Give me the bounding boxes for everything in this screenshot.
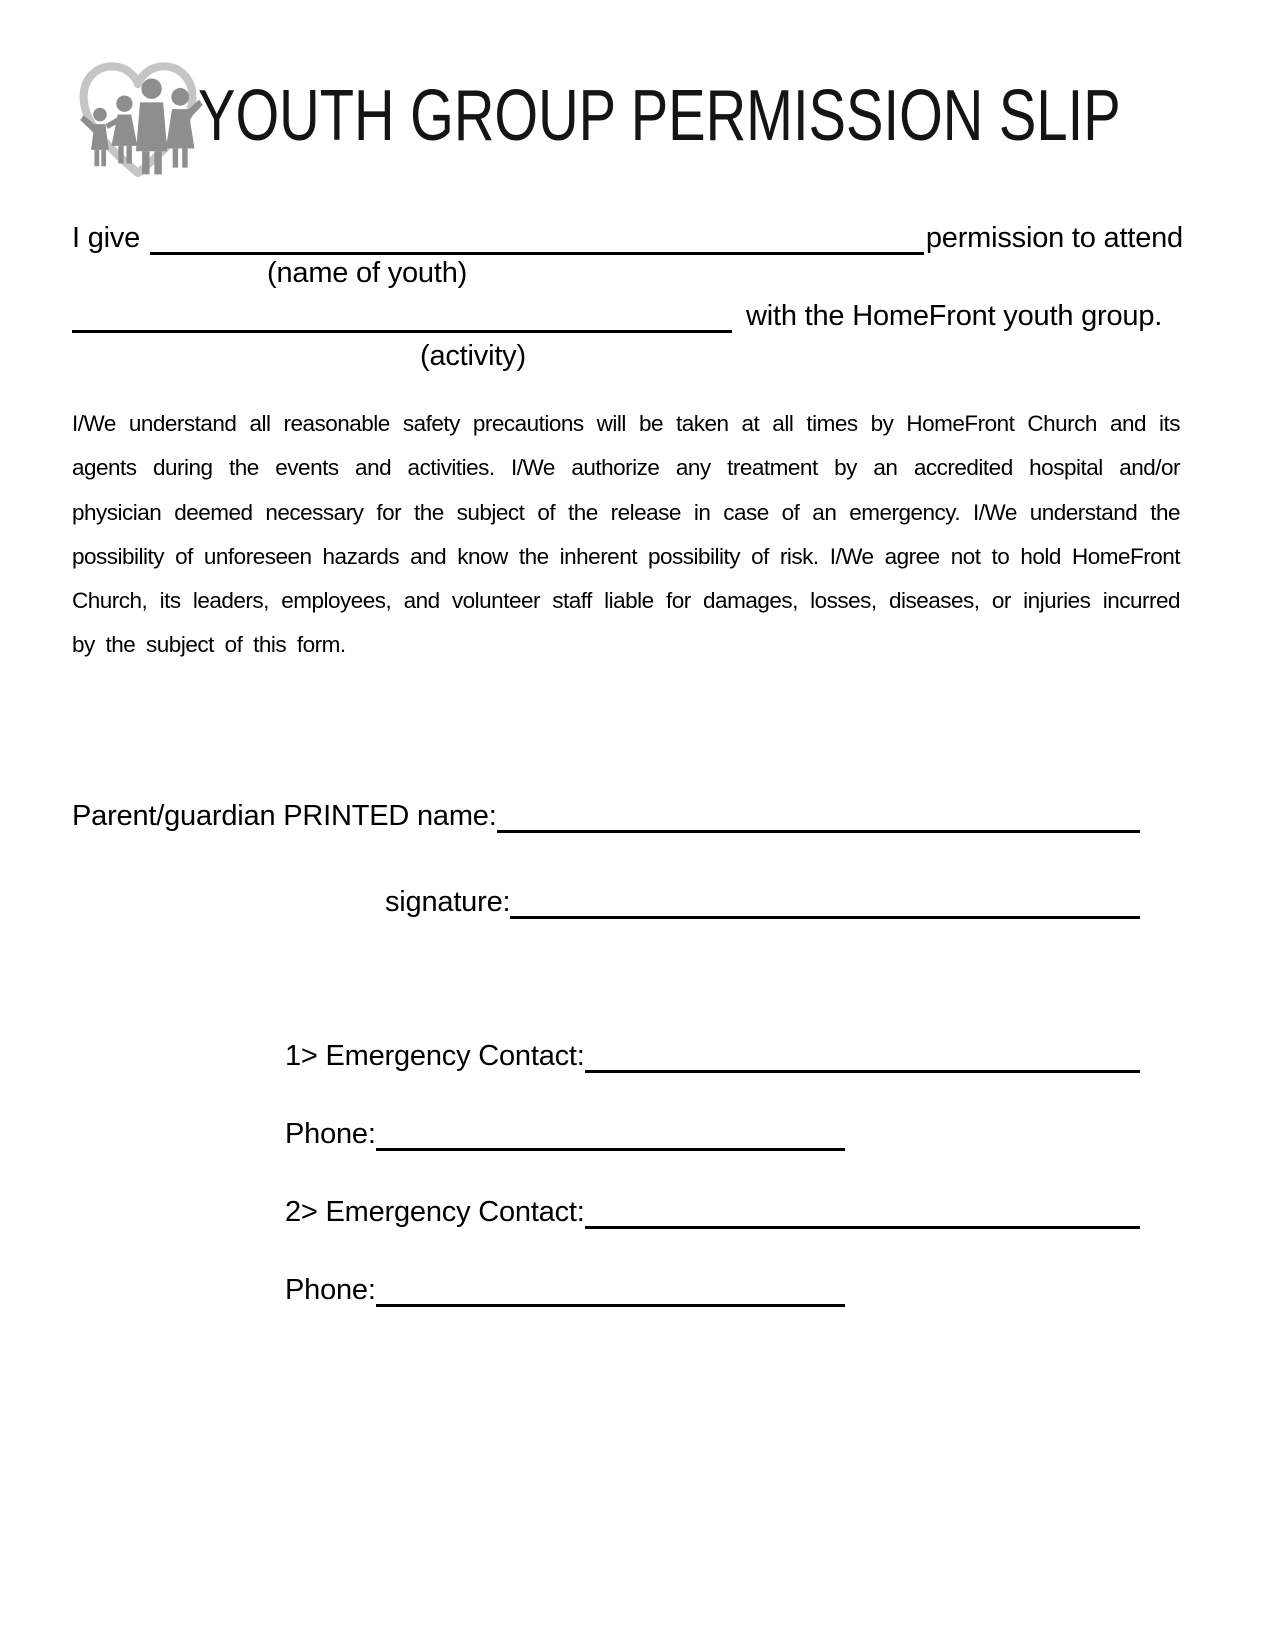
signature-blank[interactable] <box>510 886 1140 919</box>
phone-1-label: Phone: <box>285 1118 376 1151</box>
phone-2-blank[interactable] <box>376 1274 845 1307</box>
activity-caption: (activity) <box>420 340 526 372</box>
printed-name-label: Parent/guardian PRINTED name: <box>72 800 497 833</box>
signature-label: signature: <box>385 886 511 919</box>
give-row <box>72 222 1183 255</box>
release-paragraph: I/We understand all reasonable safety precautions will be taken at all times by HomeFront Church and its agents during the events and activities. I/We authorize any treatment by an accredited hospital and/or physician deemed necessary for the subject of the release in case of an emergency. I/We understand the possibility of unforeseen hazards and know the inherent possibility of risk. I/We agree not to hold HomeFront Church, its leaders, employees, and volunteer staff liable for damages, losses, diseases, or injuries incurred by the subject of this form. <box>72 411 1180 658</box>
emergency-contact-1-label: 1> Emergency Contact: <box>285 1040 585 1073</box>
name-of-youth-caption: (name of youth) <box>267 257 468 289</box>
phone-1-blank[interactable] <box>376 1118 845 1151</box>
emergency-contact-1-row <box>285 1040 1140 1073</box>
printed-name-blank[interactable] <box>497 800 1140 833</box>
give-prefix-label: I give <box>72 222 141 255</box>
printed-name-row <box>72 800 1140 833</box>
activity-row <box>72 300 1180 333</box>
name-of-youth-blank[interactable] <box>150 222 924 255</box>
emergency-contact-2-row <box>285 1196 1140 1229</box>
emergency-contact-2-label: 2> Emergency Contact: <box>285 1196 585 1229</box>
family-heart-logo-icon <box>70 50 206 190</box>
emergency-contact-2-blank[interactable] <box>585 1196 1140 1229</box>
emergency-contact-1-blank[interactable] <box>585 1040 1140 1073</box>
signature-row <box>385 886 1140 919</box>
youth-group-label: with the HomeFront youth group. <box>746 300 1163 333</box>
phone-2-label: Phone: <box>285 1274 376 1307</box>
permission-to-attend-label: permission to attend <box>925 222 1183 255</box>
phone-1-row <box>285 1118 845 1151</box>
page-title: YOUTH GROUP PERMISSION SLIP <box>198 76 1121 156</box>
activity-blank[interactable] <box>72 300 732 333</box>
phone-2-row <box>285 1274 845 1307</box>
